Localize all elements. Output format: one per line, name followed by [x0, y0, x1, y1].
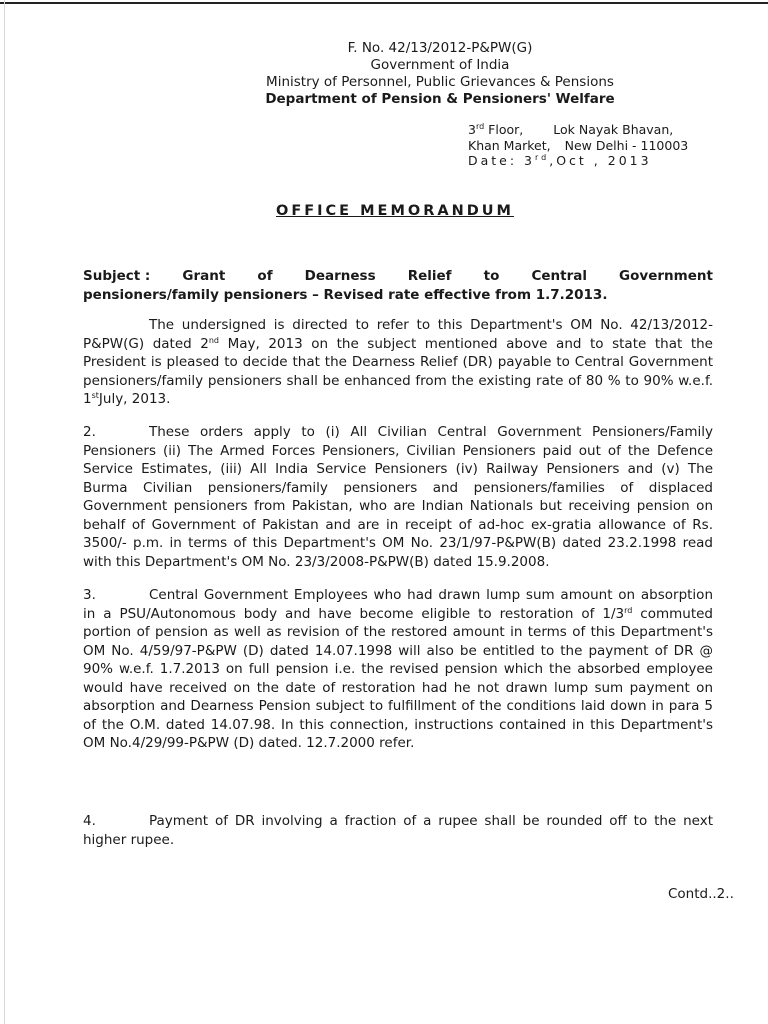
government-name: Government of India	[370, 57, 510, 73]
floor-number: 3	[468, 122, 476, 137]
city-name: New Delhi - 110003	[564, 137, 689, 153]
para1-text-b: May, 2013 on the subject mentioned above and to state that the President is pleased to decide that the Dearness Relief (DR) payable to Central Government pensioners/family pensioners shall be enhanced from the existing rate of 80 % to 90% w.e.f. 1	[83, 335, 713, 407]
address-line-2	[468, 138, 688, 154]
floor-text: Floor,	[484, 122, 524, 137]
top-border-line	[0, 2, 768, 4]
para4-text: Payment of DR involving a fraction of a rupee shall be rounded off to the next higher rupee.	[83, 813, 713, 848]
subject-line-2: pensioners/family pensioners – Revised rate effective from 1.7.2013.	[83, 287, 608, 303]
para1-sup-b: st	[91, 391, 99, 400]
continued-note: Contd..2..	[668, 886, 734, 902]
subject-word: of	[257, 268, 273, 284]
date-line	[468, 153, 688, 169]
address-line-1	[468, 122, 688, 138]
para3-text-b: commuted portion of pension as well as revision of the restored amount in terms of this Department's OM No. 4/59/97-P&PW (D) dated 14.07.1998 will also be entitled to the payment of DR @ 90% w.e.f. 1.7.2013 on full pension i.e. the revised pension which the absorbed employee would have received on the date of restoration had he not drawn lump sum payment on absorption and Dearness Pension subject to fulfillment of the conditions laid down in para 5 of the O.M. dated 14.07.98. In this connection, instructions contained in this Department's OM No.4/29/99-P&PW (D) dated. 12.7.2000 refer.	[83, 605, 713, 751]
date-rest: ,Oct , 2013	[549, 153, 652, 168]
para3-text-a: Central Government Employees who had drawn lump sum amount on absorption in a PSU/Autonomous body and have become eligible to restoration of 1/3	[83, 587, 713, 622]
para3-number: 3.	[83, 587, 96, 603]
building-name: Lok Nayak Bhavan,	[553, 122, 674, 137]
paragraph-4	[83, 812, 713, 849]
para2-text: These orders apply to (i) All Civilian Central Government Pensioners/Family Pensioners (ii) The Armed Forces Pensioners, Civilian Pensioners paid out of the Defence Service Estimates, (iii) All India Service Pensioners (iv) Railway Pensioners and (v) The Burma Civilian pensioners/family pensioners and pensioners/families of displaced Government pensioners from Pakistan, who are Indian Nationals but receiving pension on behalf of Government of Pakistan and are in receipt of ad-hoc ex-gratia allowance of Rs. 3500/- p.m. in terms of this Department's OM No. 23/1/97-P&PW(B) dated 23.2.1998 read with this Department's OM No. 23/3/2008-P&PW(B) dated 15.9.2008.	[83, 424, 713, 570]
subject-word: Grant	[182, 268, 226, 284]
subject-word: Government	[619, 268, 713, 284]
para4-number: 4.	[83, 813, 96, 829]
para3-sup: rd	[624, 605, 633, 615]
left-scan-edge	[4, 0, 5, 1024]
ministry-name: Ministry of Personnel, Public Grievances & Pensions	[266, 74, 614, 90]
address-block	[468, 122, 688, 169]
subject-word: Relief	[407, 268, 452, 284]
paragraph-1	[83, 316, 713, 409]
paragraph-3	[83, 586, 713, 753]
date-suffix: rd	[535, 153, 550, 162]
subject-word: to	[483, 268, 500, 284]
floor-suffix: rd	[475, 122, 485, 131]
department-name: Department of Pension & Pensioners' Welfare	[265, 91, 615, 107]
memo-title: OFFICE MEMORANDUM	[276, 203, 514, 219]
subject-word: Subject :	[83, 268, 151, 284]
para1-sup-a: nd	[208, 335, 220, 345]
subject-word: Central	[531, 268, 587, 284]
file-number: F. No. 42/13/2012-P&PW(G)	[347, 40, 533, 56]
paragraph-2	[83, 423, 713, 571]
area-name: Khan Market,	[468, 137, 551, 153]
para1-text-a: The undersigned is directed to refer to this Department's OM No. 42/13/2012-P&PW(G) dated 2	[83, 317, 713, 352]
date-label: Date: 3	[468, 153, 536, 168]
letterhead	[230, 40, 650, 108]
subject-block	[83, 267, 713, 305]
subject-word: Dearness	[304, 268, 376, 284]
para2-number: 2.	[83, 424, 96, 440]
subject-line-1	[83, 267, 713, 286]
para1-text-c: July, 2013.	[98, 391, 171, 407]
